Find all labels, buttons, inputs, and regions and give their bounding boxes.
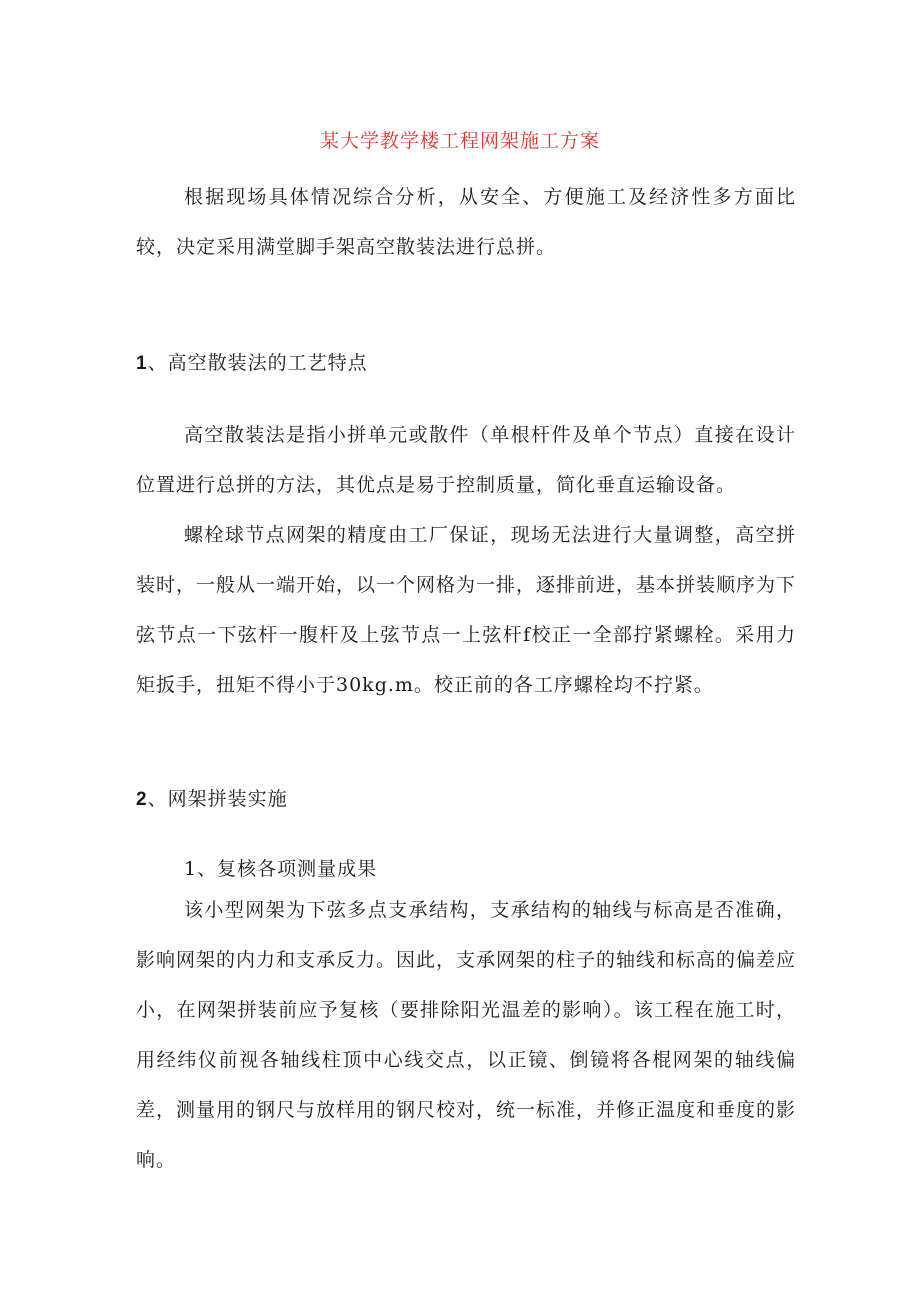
section-2-subheading-1: 1、复核各项测量成果 <box>184 858 378 880</box>
section-1-number: 1 <box>136 353 148 374</box>
section-1-title: 、高空散装法的工艺特点 <box>147 352 368 374</box>
intro-paragraph: 根据现场具体情况综合分析，从安全、方便施工及经济性多方面比较，决定采用满堂脚手架高空散装法进行总拼。 <box>136 186 796 258</box>
section-1-heading <box>136 348 368 375</box>
section-2-number: 2 <box>136 789 148 810</box>
section-1-paragraph-2: 螺栓球节点网架的精度由工厂保证，现场无法进行大量调整，高空拼装时，一般从一端开始，以一个网格为一排，逐排前进，基本拼装顺序为下弦节点一下弦杆一腹杆及上弦节点一上弦杆f校正一全部拧紧螺栓。采用力矩扳手，扭矩不得小于30kg.m。校正前的各工序螺栓均不拧紧。 <box>136 524 797 696</box>
section-2-heading <box>136 784 288 811</box>
section-2-paragraph-1: 该小型网架为下弦多点支承结构，支承结构的轴线与标高是否准确，影响网架的内力和支承反力。因此，支承网架的柱子的轴线和标高的偏差应小，在网架拼装前应予复核（要排除阳光温差的影响）。该工程在施工时，用经纬仪前视各轴线柱顶中心线交点，以正镜、倒镜将各棍网架的轴线偏差，测量用的钢尺与放样用的钢尺校对，统一标准，并修正温度和垂度的影响。 <box>136 899 797 1171</box>
document-title: 某大学教学楼工程网架施工方案 <box>319 130 600 152</box>
section-2-title: 、网架拼装实施 <box>147 788 288 810</box>
section-1-paragraph-1: 高空散装法是指小拼单元或散件（单根杆件及单个节点）直接在设计位置进行总拼的方法，其优点是易于控制质量，简化垂直运输设备。 <box>136 424 796 496</box>
